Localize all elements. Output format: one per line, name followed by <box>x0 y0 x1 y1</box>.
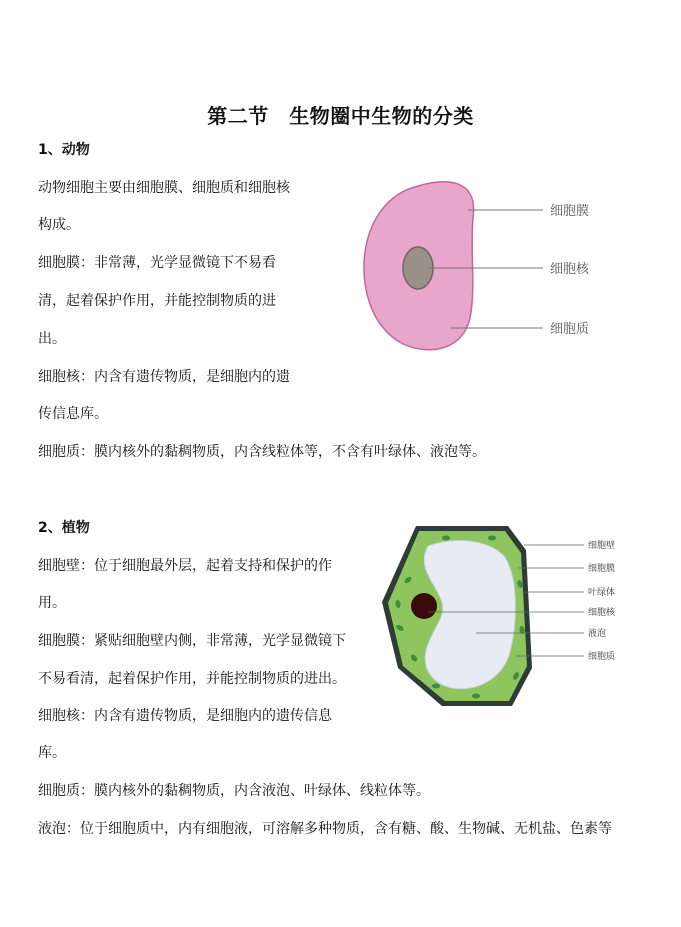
text-line: 细胞核：内含有遗传物质，是细胞内的遗 <box>38 369 290 385</box>
label-cell-nucleus: 细胞核 <box>588 608 616 618</box>
text-line: 不易看清，起着保护作用，并能控制物质的进出。 <box>38 671 346 687</box>
plant-cell-diagram <box>376 520 632 712</box>
animal-cell-diagram <box>358 178 608 358</box>
label-cell-nucleus: 细胞核 <box>550 262 590 277</box>
text-line: 动物细胞主要由细胞膜、细胞质和细胞核 <box>38 180 290 196</box>
text-line: 细胞核：内含有遗传物质，是细胞内的遗传信息 <box>38 708 332 724</box>
text-line: 传信息库。 <box>38 406 108 422</box>
text-line: 库。 <box>38 745 66 761</box>
label-cytoplasm: 细胞质 <box>588 652 616 662</box>
text-line: 用。 <box>38 595 66 611</box>
page-title: 第二节 生物圈中生物的分类 <box>207 104 474 128</box>
text-line: 细胞膜：紧贴细胞壁内侧，非常薄，光学显微镜下 <box>38 633 346 649</box>
section-heading-animal: 1、动物 <box>38 142 90 158</box>
text-line: 细胞质：膜内核外的黏稠物质，内含液泡、叶绿体、线粒体等。 <box>38 783 430 799</box>
label-cytoplasm: 细胞质 <box>550 322 590 337</box>
section-heading-plant: 2、植物 <box>38 520 90 536</box>
plant-cell-nucleus <box>411 593 437 619</box>
label-chloroplast: 叶绿体 <box>588 588 616 598</box>
text-line: 构成。 <box>38 217 80 233</box>
text-line: 细胞质：膜内核外的黏稠物质，内含线粒体等，不含有叶绿体、液泡等。 <box>38 444 486 460</box>
text-line: 液泡：位于细胞质中，内有细胞液，可溶解多种物质，含有糖、酸、生物碱、无机盐、色素等 <box>38 821 612 837</box>
text-line: 清，起着保护作用，并能控制物质的进 <box>38 293 276 309</box>
text-line: 细胞膜：非常薄，光学显微镜下不易看 <box>38 255 276 271</box>
label-cell-membrane: 细胞膜 <box>588 564 616 574</box>
label-cell-membrane: 细胞膜 <box>550 204 590 219</box>
text-line: 细胞壁：位于细胞最外层，起着支持和保护的作 <box>38 558 332 574</box>
label-cell-wall: 细胞壁 <box>588 541 616 551</box>
label-vacuole: 液泡 <box>588 629 607 639</box>
text-line: 出。 <box>38 331 66 347</box>
